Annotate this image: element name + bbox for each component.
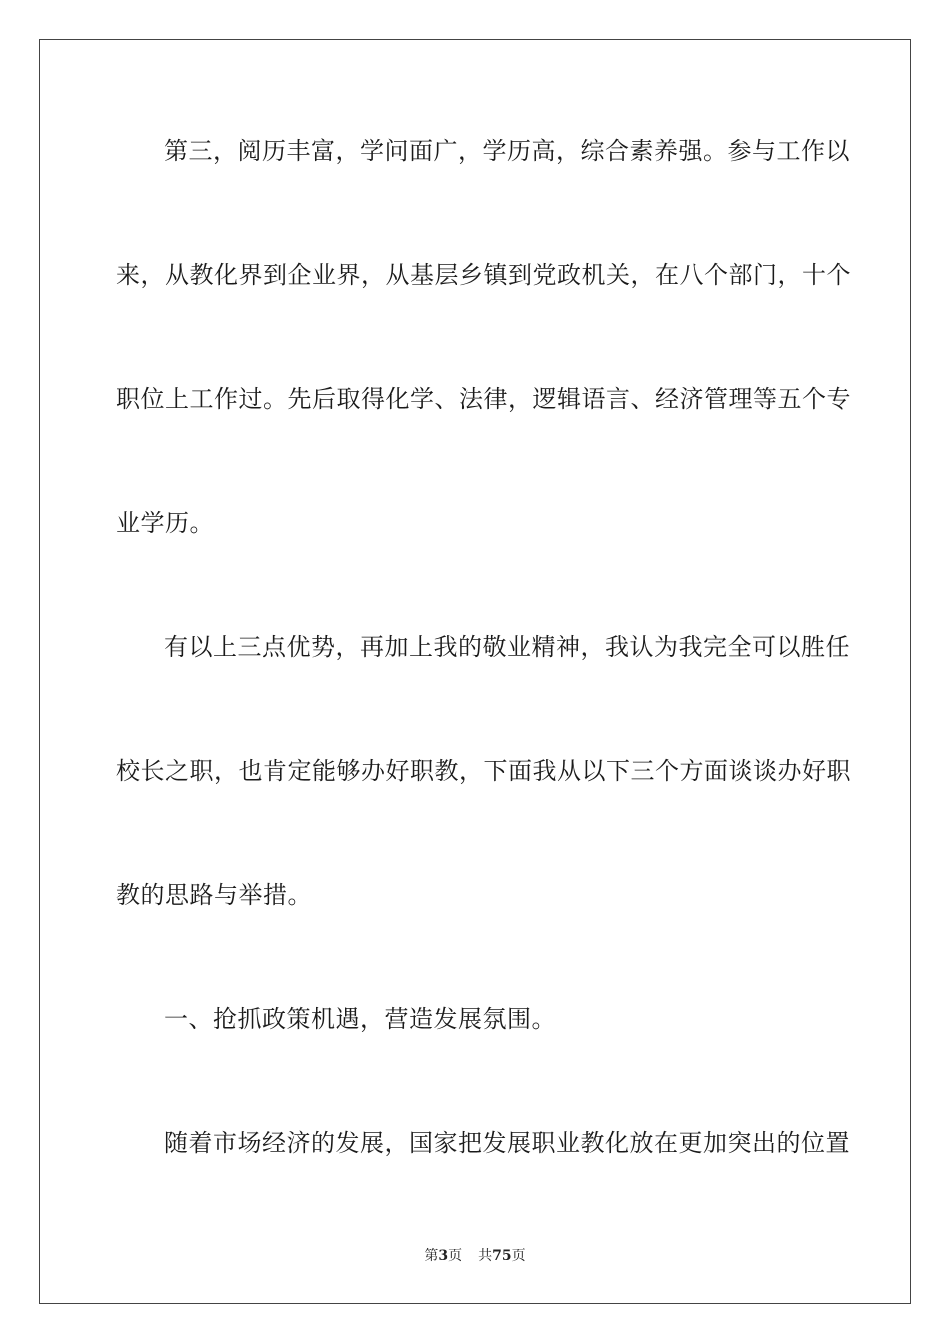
page-border: [39, 39, 911, 1304]
paragraph-line-7: 教的思路与举措。: [116, 881, 312, 909]
paragraph-line-3: 职位上工作过。先后取得化学、法律，逻辑语言、经济管理等五个专: [116, 385, 851, 413]
section-heading: 一、抢抓政策机遇，营造发展氛围。: [164, 1005, 556, 1033]
paragraph-line-5: 有以上三点优势，再加上我的敬业精神，我认为我完全可以胜任: [164, 633, 850, 661]
paragraph-line-1: 第三，阅历丰富，学问面广，学历高，综合素养强。参与工作以: [164, 137, 850, 165]
paragraph-line-4: 业学历。: [116, 509, 214, 537]
paragraph-line-2: 来，从教化界到企业界，从基层乡镇到党政机关，在八个部门，十个: [116, 261, 851, 289]
paragraph-line-9: 随着市场经济的发展，国家把发展职业教化放在更加突出的位置: [164, 1129, 850, 1157]
footer-total-suffix: 页: [511, 1248, 526, 1264]
footer-page-total: 75: [492, 1248, 512, 1264]
footer-page-suffix: 页: [448, 1248, 463, 1264]
footer-page-prefix: 第: [424, 1248, 439, 1264]
paragraph-line-6: 校长之职，也肯定能够办好职教，下面我从以下三个方面谈谈办好职: [116, 757, 851, 785]
footer-total-prefix: 共: [478, 1248, 493, 1264]
page-footer: [0, 1246, 950, 1266]
footer-page-current: 3: [438, 1248, 449, 1264]
